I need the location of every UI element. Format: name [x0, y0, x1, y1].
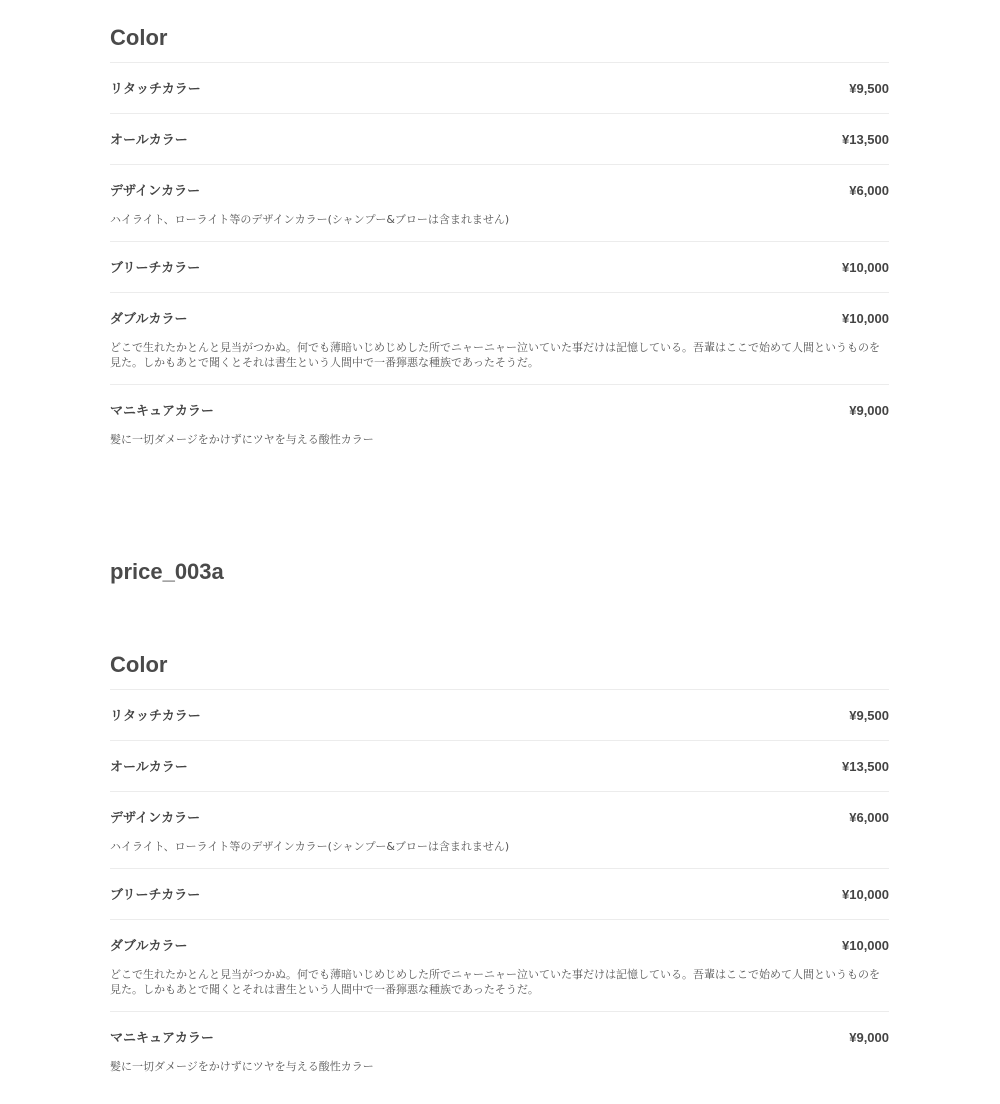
- price-list: [110, 63, 889, 461]
- item-name: ダブルカラー: [110, 939, 188, 954]
- item-price: ¥10,000: [842, 260, 889, 275]
- price-item-all-color: [110, 741, 889, 792]
- item-description: ハイライト、ローライト等のデザインカラー(シャンプー&ブローは含まれません): [110, 840, 510, 853]
- price-list: [110, 690, 889, 1088]
- price-item-head: [110, 79, 889, 99]
- item-description: どこで生れたかとんと見当がつかぬ。何でも薄暗いじめじめした所でニャーニャー泣いていた事だけは記憶している。吾輩はここで始めて人間というものを見た。しかもあとで聞くとそれは書生という人間中で一番獰悪な種族であったそうだ。: [110, 968, 880, 996]
- item-name: リタッチカラー: [110, 709, 201, 724]
- item-price: ¥9,000: [849, 1030, 889, 1045]
- price-item-design-color: [110, 165, 889, 242]
- price-item-manicure-color: [110, 1012, 889, 1088]
- price-item-head: [110, 706, 889, 726]
- item-price: ¥10,000: [842, 887, 889, 902]
- section-title: Color: [110, 653, 889, 690]
- item-name: オールカラー: [110, 760, 188, 775]
- price-section-color: [110, 653, 889, 1088]
- variant-label: price_003a: [110, 559, 224, 584]
- price-item-bleach-color: [110, 869, 889, 920]
- price-item-design-color: [110, 792, 889, 869]
- item-price: ¥13,500: [842, 132, 889, 147]
- price-item-head: [110, 936, 889, 956]
- price-item-head: [110, 401, 889, 421]
- item-description: どこで生れたかとんと見当がつかぬ。何でも薄暗いじめじめした所でニャーニャー泣いていた事だけは記憶している。吾輩はここで始めて人間というものを見た。しかもあとで聞くとそれは書生という人間中で一番獰悪な種族であったそうだ。: [110, 341, 880, 369]
- item-price: ¥13,500: [842, 759, 889, 774]
- price-item-head: [110, 885, 889, 905]
- item-name: デザインカラー: [110, 184, 201, 199]
- item-price: ¥6,000: [849, 810, 889, 825]
- item-price: ¥10,000: [842, 311, 889, 326]
- price-item-head: [110, 1028, 889, 1048]
- item-name: オールカラー: [110, 133, 188, 148]
- item-description: 髪に一切ダメージをかけずにツヤを与える酸性カラー: [110, 1060, 374, 1073]
- item-name: ブリーチカラー: [110, 888, 201, 903]
- price-item-manicure-color: [110, 385, 889, 461]
- price-item-head: [110, 130, 889, 150]
- item-price: ¥6,000: [849, 183, 889, 198]
- price-item-head: [110, 181, 889, 201]
- price-item-retouch-color: [110, 63, 889, 114]
- section-title: Color: [110, 26, 889, 63]
- item-name: ブリーチカラー: [110, 261, 201, 276]
- price-item-double-color: [110, 920, 889, 1012]
- price-item-retouch-color: [110, 690, 889, 741]
- price-item-head: [110, 258, 889, 278]
- item-price: ¥10,000: [842, 938, 889, 953]
- price-item-head: [110, 757, 889, 777]
- item-price: ¥9,000: [849, 403, 889, 418]
- item-name: ダブルカラー: [110, 312, 188, 327]
- item-name: マニキュアカラー: [110, 1031, 214, 1046]
- item-name: マニキュアカラー: [110, 404, 214, 419]
- item-name: リタッチカラー: [110, 82, 201, 97]
- price-item-head: [110, 808, 889, 828]
- item-name: デザインカラー: [110, 811, 201, 826]
- price-item-head: [110, 309, 889, 329]
- price-item-bleach-color: [110, 242, 889, 293]
- price-section-color: [110, 26, 889, 461]
- item-description: 髪に一切ダメージをかけずにツヤを与える酸性カラー: [110, 433, 374, 446]
- price-item-double-color: [110, 293, 889, 385]
- item-price: ¥9,500: [849, 81, 889, 96]
- price-item-all-color: [110, 114, 889, 165]
- item-price: ¥9,500: [849, 708, 889, 723]
- item-description: ハイライト、ローライト等のデザインカラー(シャンプー&ブローは含まれません): [110, 213, 510, 226]
